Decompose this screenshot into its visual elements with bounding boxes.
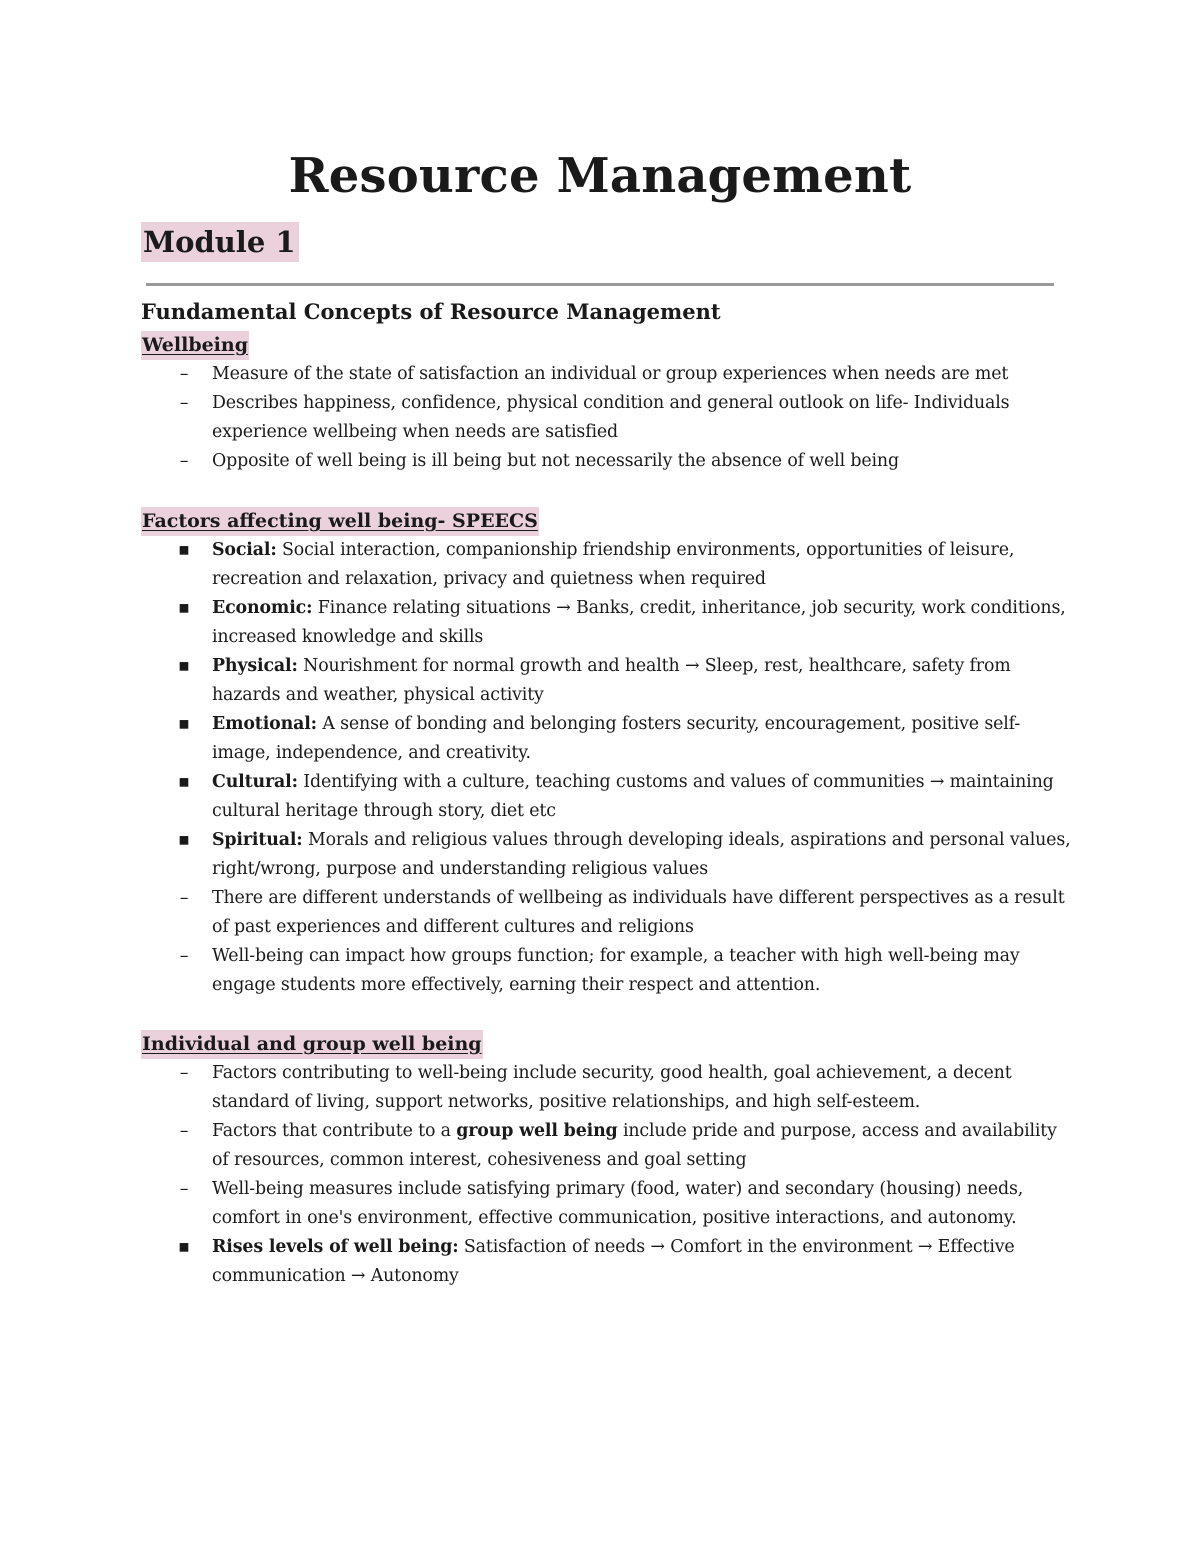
dash-marker: – [179,946,189,966]
item-text: Well-being can impact how groups function; for example, a teacher with high well-being may engage students more effectively, earning their respect and attention. [212,946,1020,995]
item-text: Social interaction, companionship friendship environments, opportunities of leisure, recreation and relaxation, privacy and quietness when required [212,540,1015,589]
item-text: Measure of the state of satisfaction an individual or group experiences when needs are met [212,364,1009,384]
item-text: There are different understands of wellbeing as individuals have different perspectives as a result of past experiences and different cultures and religions [212,888,1065,937]
list-item [141,536,1071,594]
square-marker: ▪ [178,772,190,792]
item-text: Identifying with a culture, teaching customs and values of communities → maintaining cultural heritage through story, diet etc [212,772,1054,821]
dash-marker: – [179,1179,189,1199]
list-item [141,594,1071,652]
list-item [141,884,1071,942]
item-label: Cultural: [212,772,298,792]
item-label: Rises levels of well being: [212,1237,459,1257]
section-wellbeing [141,331,1071,476]
list-item [141,1117,1071,1175]
bullet-list [141,1059,1071,1291]
list-item [141,389,1071,447]
item-text: Describes happiness, confidence, physical condition and general outlook on life- Individuals experience wellbeing when needs are satisfied [212,393,1010,442]
list-item [141,1233,1071,1291]
dash-marker: – [179,364,189,384]
item-text: Satisfaction of needs → Comfort in the environment → Effective communication → Autonomy [212,1237,1015,1286]
item-label: Spiritual: [212,830,303,850]
document-title: Resource Management [288,148,912,204]
list-item [141,942,1071,1000]
bullet-list [141,536,1071,1000]
item-text: Nourishment for normal growth and health → Sleep, rest, healthcare, safety from hazards and weather, physical activity [212,656,1011,705]
dash-marker: – [179,1121,189,1141]
section-subtitle: Fundamental Concepts of Resource Management [141,299,721,324]
horizontal-rule [146,283,1054,286]
item-text: Morals and religious values through developing ideals, aspirations and personal values, right/wrong, purpose and understanding religious values [212,830,1071,879]
item-text: Opposite of well being is ill being but not necessarily the absence of well being [212,451,899,471]
item-label: Economic: [212,598,313,618]
list-item [141,710,1071,768]
item-text: Factors that contribute to a [212,1121,457,1141]
dash-marker: – [179,393,189,413]
list-item [141,768,1071,826]
list-item [141,1175,1071,1233]
module-heading: Module 1 [141,222,299,262]
bullet-list [141,360,1071,476]
dash-marker: – [179,888,189,908]
section-heading: Wellbeing [141,331,249,360]
list-item [141,447,1071,476]
item-text: Finance relating situations → Banks, credit, inheritance, job security, work conditions, increased knowledge and skills [212,598,1066,647]
section-individual-group [141,1030,1071,1291]
square-marker: ▪ [178,1237,190,1257]
item-text: Factors contributing to well-being include security, good health, goal achievement, a decent standard of living, support networks, positive relationships, and high self-esteem. [212,1063,1012,1112]
dash-marker: – [179,1063,189,1083]
item-emphasis: group well being [456,1121,618,1141]
square-marker: ▪ [178,830,190,850]
list-item [141,652,1071,710]
item-label: Emotional: [212,714,317,734]
square-marker: ▪ [178,598,190,618]
list-item [141,1059,1071,1117]
section-heading: Factors affecting well being- SPEECS [141,507,539,536]
item-text: Well-being measures include satisfying primary (food, water) and secondary (housing) needs, comfort in one's environment, effective communication, positive interactions, and autonomy. [212,1179,1024,1228]
item-text: A sense of bonding and belonging fosters security, encouragement, positive self-image, independence, and creativity. [212,714,1021,763]
list-item [141,826,1071,884]
list-item [141,360,1071,389]
item-label: Physical: [212,656,298,676]
square-marker: ▪ [178,540,190,560]
item-text-continued: include pride and purpose, access and availability of resources, common interest, cohesiveness and goal setting [212,1121,1057,1170]
square-marker: ▪ [178,714,190,734]
dash-marker: – [179,451,189,471]
section-factors [141,507,1071,1000]
item-label: Social: [212,540,277,560]
section-heading: Individual and group well being [141,1030,483,1059]
square-marker: ▪ [178,656,190,676]
